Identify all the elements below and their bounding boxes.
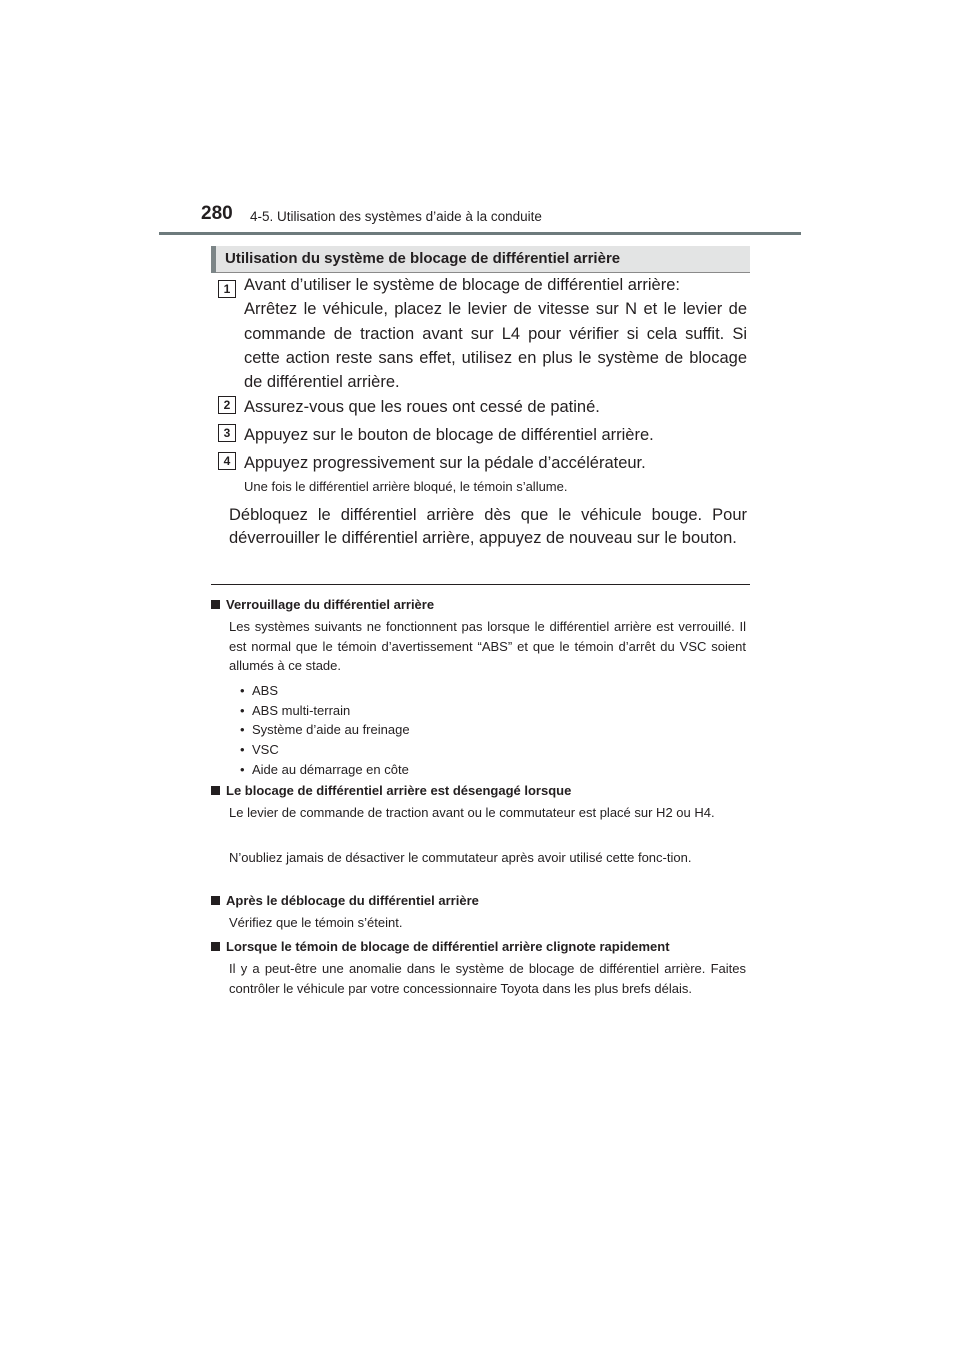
subsection-lock-paragraph: Les systèmes suivants ne fonctionnent pas lorsque le différentiel arrière est verrouillé. Il est normal que le témoin d’avertissement “ABS” et que le témoin d’arrêt du VSC soient allumés à ce stade. xyxy=(229,619,746,673)
step-4-note: Une fois le différentiel arrière bloqué, le témoin s’allume. xyxy=(244,479,568,494)
separator-rule xyxy=(211,584,750,585)
step-2-text: Assurez-vous que les roues ont cessé de patiné. xyxy=(244,398,600,416)
step-number-3: 3 xyxy=(218,424,236,442)
section-banner xyxy=(211,246,750,273)
header-rule xyxy=(159,232,801,235)
unlock-instructions: Débloquez le différentiel arrière dès que le véhicule bouge. Pour déverrouiller le différentiel arrière, appuyez de nouveau sur le bouton. xyxy=(229,506,747,547)
step-1-text xyxy=(244,273,747,394)
section-title: Utilisation du système de blocage de différentiel arrière xyxy=(225,250,621,267)
subsection-title-lock-text: Verrouillage du différentiel arrière xyxy=(226,597,435,612)
subsection-body-disengaged xyxy=(229,803,746,823)
step-1-intro: Avant d’utiliser le système de blocage de différentiel arrière: xyxy=(244,276,680,294)
running-head: 4-5. Utilisation des systèmes d’aide à la conduite xyxy=(250,209,542,224)
page-number: 280 xyxy=(201,203,233,224)
list-item: • Aide au démarrage en côte xyxy=(240,761,409,777)
section-banner-bar xyxy=(211,246,216,273)
subsection-body-blinking xyxy=(229,959,746,998)
subsection-after-unlock-paragraph: Vérifiez que le témoin s’éteint. xyxy=(229,915,403,930)
square-bullet-icon xyxy=(211,896,220,905)
subsection-body-lock xyxy=(229,617,746,676)
step-number-2: 2 xyxy=(218,396,236,414)
subsection-title-disengaged-text: Le blocage de différentiel arrière est désengagé lorsque xyxy=(226,783,572,798)
list-item: • ABS xyxy=(240,683,279,698)
list-item-text: ABS multi-terrain xyxy=(252,702,351,718)
subsection-disengaged-paragraph-2: N’oubliez jamais de désactiver le commutateur après avoir utilisé cette fonc-tion. xyxy=(229,850,692,865)
square-bullet-icon xyxy=(211,786,220,795)
subsection-body-disengaged-2 xyxy=(229,848,746,868)
list-item-text: ABS xyxy=(252,683,279,698)
square-bullet-icon xyxy=(211,942,220,951)
disabled-systems-list xyxy=(240,681,410,780)
step-number-4: 4 xyxy=(218,452,236,470)
subsection-title-after-unlock-text: Après le déblocage du différentiel arrière xyxy=(226,893,479,908)
list-item-text: VSC xyxy=(252,742,279,758)
step-number-1: 1 xyxy=(218,280,236,298)
list-item: • VSC xyxy=(240,742,279,758)
step-3-text: Appuyez sur le bouton de blocage de différentiel arrière. xyxy=(244,426,654,444)
list-item-text: Aide au démarrage en côte xyxy=(252,761,409,777)
step-1-detail: Arrêtez le véhicule, placez le levier de vitesse sur N et le levier de commande de traction avant sur L4 pour vérifier si cela suffit. Si cette action reste sans effet, utilisez en plus le système de blocage de différentiel arrière. xyxy=(244,300,747,392)
subsection-title-disengaged xyxy=(211,783,571,798)
subsection-body-after-unlock xyxy=(229,913,746,933)
subsection-disengaged-paragraph-1: Le levier de commande de traction avant ou le commutateur est placé sur H2 ou H4. xyxy=(229,805,715,820)
subsection-title-after-unlock xyxy=(211,893,479,908)
subsection-blinking-paragraph: Il y a peut-être une anomalie dans le système de blocage de différentiel arrière. Faites contrôler le véhicule par votre concessionnaire Toyota dans les plus brefs délais. xyxy=(229,961,746,996)
subsection-title-blinking xyxy=(211,939,670,954)
square-bullet-icon xyxy=(211,600,220,609)
list-item-text: Système d’aide au freinage xyxy=(252,722,410,738)
step-4-text: Appuyez progressivement sur la pédale d’accélérateur. xyxy=(244,454,646,472)
list-item: • Système d’aide au freinage xyxy=(240,722,410,738)
subsection-title-blinking-text: Lorsque le témoin de blocage de différentiel arrière clignote rapidement xyxy=(226,939,670,954)
subsection-title-lock xyxy=(211,597,434,612)
list-item: • ABS multi-terrain xyxy=(240,702,351,718)
